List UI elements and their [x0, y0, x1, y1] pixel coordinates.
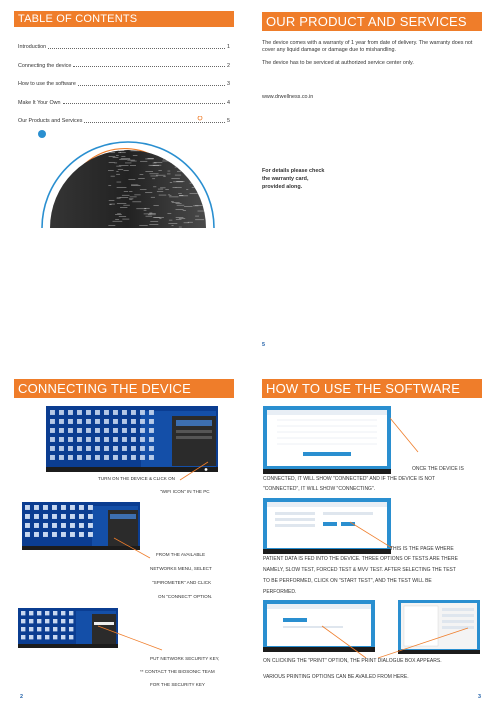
para3-text: ON CLICKING THE "PRINT" OPTION, THE PRINT DIALOGUE BOX APPEARS.: [263, 658, 442, 664]
step1-caption: "WIFI ICON" IN THE PC: [160, 489, 210, 494]
toc-item-page: 5: [227, 117, 230, 124]
details-line: the warranty card,: [262, 176, 309, 182]
toc-item-label: How to use the software: [18, 81, 76, 88]
details-line: For details please check: [262, 168, 325, 174]
software-page: [248, 360, 496, 720]
connecting-page: [0, 360, 248, 720]
para2-text: THIS IS THE PAGE WHERE: [390, 546, 454, 552]
toc-title: TABLE OF CONTENTS: [14, 11, 234, 27]
software-title: HOW TO USE THE SOFTWARE: [262, 379, 482, 398]
details-line: provided along.: [262, 184, 303, 190]
arrow-line: [96, 622, 166, 654]
toc-item-label: Our Products and Services: [18, 117, 83, 124]
toc-leader: [48, 48, 225, 49]
step1-caption: TURN ON THE DEVICE & CLICK ON: [98, 476, 175, 481]
toc-item-page: 2: [227, 62, 230, 69]
decorative-arc-image: [28, 116, 228, 228]
toc-item-label: Make It Your Own: [18, 99, 61, 106]
step3-caption: FOR THE SECURITY KEY: [150, 682, 205, 687]
step2-caption: "SPIROMETER" AND CLICK: [152, 580, 212, 585]
step2-caption: FROM THE AVAILABLE: [156, 552, 206, 557]
toc-item-label: Connecting the device: [18, 62, 72, 69]
step2-caption: ON "CONNECT" OPTION.: [158, 594, 213, 599]
arrow-line: [112, 536, 152, 562]
toc-item-label: Introduction: [18, 44, 47, 51]
toc-item-page: 1: [227, 44, 230, 51]
step2-caption: NETWORKS MENU, SELECT: [150, 566, 212, 571]
para1-text: CONNECTED, IT WILL SHOW "CONNECTED" AND IF THE DEVICE IS NOT: [263, 476, 436, 482]
blue-dot: [38, 130, 46, 138]
products-page: [248, 0, 496, 360]
para1-text: ONCE THE DEVICE IS: [412, 466, 464, 472]
step3-caption: ** CONTACT THE BIOSONIC TEAM: [140, 669, 215, 674]
toc-list: [18, 32, 230, 124]
page-number: 5: [262, 342, 265, 348]
arrow-line: [388, 416, 424, 456]
toc-item-page: 3: [227, 81, 230, 88]
step3-caption: PUT NETWORK SECURITY KEY,: [150, 656, 220, 661]
toc-item[interactable]: [18, 50, 230, 68]
para2-text: PERFORMED.: [263, 589, 297, 595]
toc-item[interactable]: [18, 32, 230, 50]
para2-text: NAMELY, SLOW TEST, FORCED TEST & MVV TEST. AFTER SELECTING THE TEST: [263, 567, 456, 573]
para2-text: PATIENT DATA IS FED INTO THE DEVICE. THREE OPTIONS OF TESTS ARE THERE: [263, 556, 458, 562]
website-link[interactable]: www.drwellness.co.in: [262, 94, 314, 100]
page-number: 3: [478, 694, 481, 700]
toc-leader: [78, 85, 225, 86]
toc-item[interactable]: [18, 69, 230, 87]
toc-item[interactable]: [18, 87, 230, 105]
para4-text: VARIOUS PRINTING OPTIONS CAN BE AVAILED FROM HERE.: [263, 674, 409, 680]
toc-leader: [73, 66, 225, 67]
para1-text: "CONNECTED", IT WILL SHOW "CONNECTING".: [263, 486, 376, 492]
arrow-line: [348, 520, 396, 554]
software-connected-screenshot: [263, 406, 391, 474]
toc-leader: [63, 103, 225, 104]
toc-page: [0, 0, 248, 360]
toc-item-page: 4: [227, 99, 230, 106]
para2-text: TO BE PERFORMED, CLICK ON "START TEST", AND THE TEST WILL BE: [263, 578, 432, 584]
connecting-title: CONNECTING THE DEVICE: [14, 379, 234, 398]
orange-ring: [198, 116, 202, 120]
service-text: The device has to be serviced at authorized service center only.: [262, 60, 414, 66]
warranty-text: The device comes with a warranty of 1 year from date of delivery. The warranty does not cover any liquid damage or damage due to mishandling.: [262, 40, 473, 54]
page-number: 2: [20, 694, 23, 700]
products-title: OUR PRODUCT AND SERVICES: [262, 12, 482, 31]
